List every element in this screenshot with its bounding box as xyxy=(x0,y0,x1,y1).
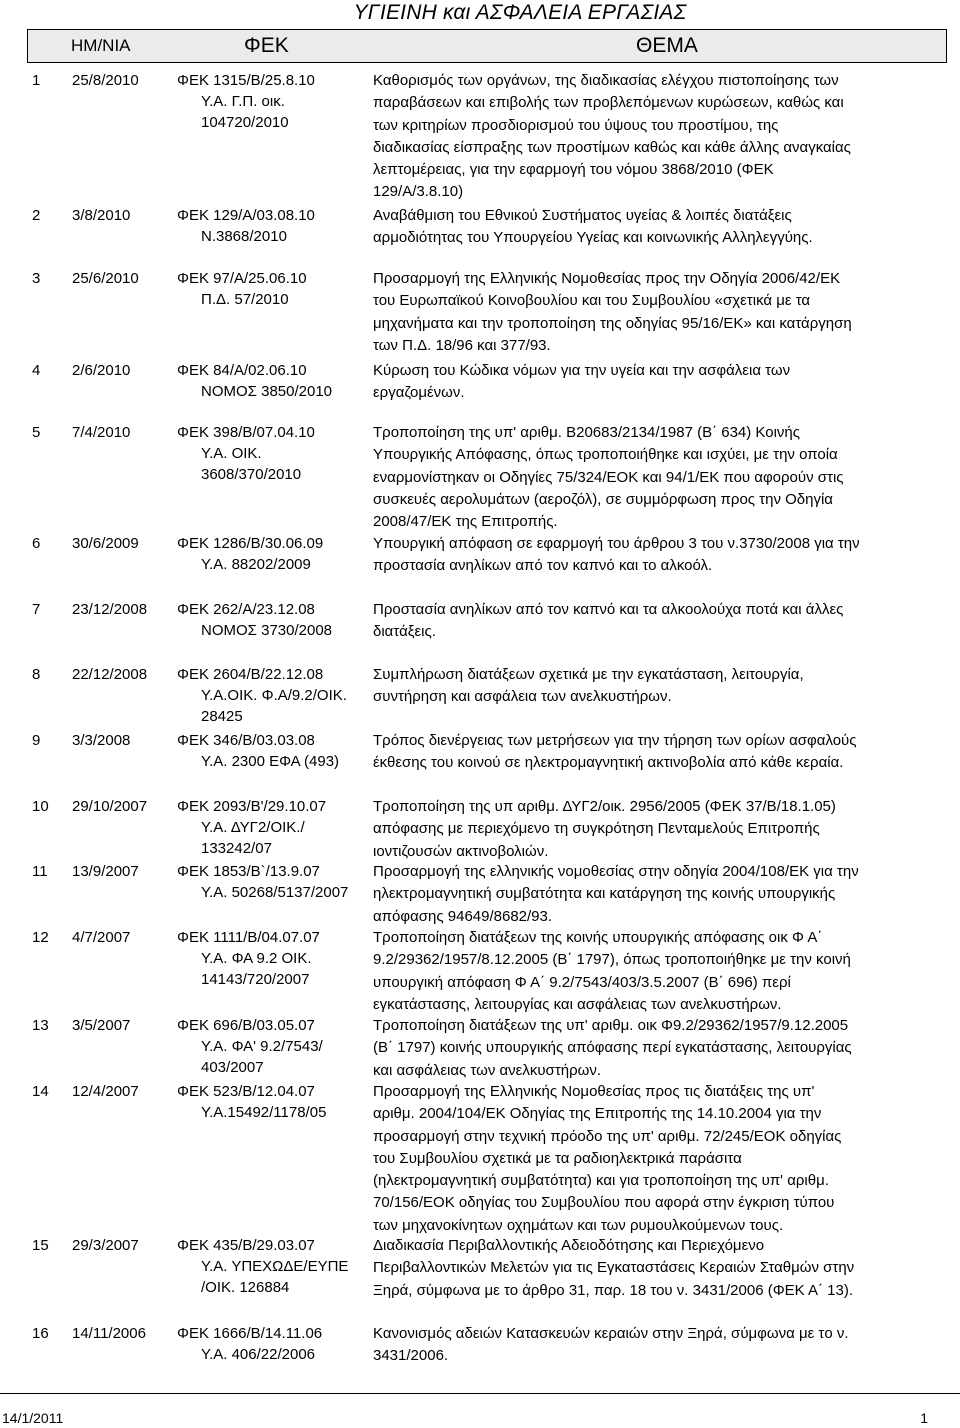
fek-line: 3608/370/2010 xyxy=(201,466,302,483)
fek-line: Π.Δ. 57/2010 xyxy=(201,291,289,308)
fek-line: Υ.Α.15492/1178/05 xyxy=(201,1104,327,1121)
row-number: 5 xyxy=(32,424,41,441)
fek-line: Υ.Α. ΟΙΚ. xyxy=(201,445,262,462)
topic-line: του Συμβουλίου σχετικά με τα ραδιοηλεκτρικά παράσιτα xyxy=(373,1149,742,1167)
topic-line: έκθεσης του κοινού σε ηλεκτρομαγνητική ακτινοβολία από κάθε κεραία. xyxy=(373,754,844,772)
row-number: 2 xyxy=(32,207,41,224)
row-topic xyxy=(373,268,951,357)
fek-line: ΝΟΜΟΣ 3850/2010 xyxy=(201,383,333,400)
row-fek xyxy=(177,422,377,485)
row-date: 29/3/2007 xyxy=(72,1237,139,1254)
row-date: 25/8/2010 xyxy=(72,72,139,89)
fek-line: ΦΕΚ 1315/Β/25.8.10 xyxy=(177,72,315,89)
topic-line: (ηλεκτρομαγνητική συμβατότητα) και για τροποποίηση της υπ' αριθμ. xyxy=(373,1172,829,1190)
fek-line: Υ.Α.ΟΙΚ. Φ.Α/9.2/ΟΙΚ. xyxy=(201,687,347,704)
fek-line: Υ.Α. Γ.Π. οικ. xyxy=(201,93,285,110)
row-date: 25/6/2010 xyxy=(72,270,139,287)
row-number: 13 xyxy=(32,1017,49,1034)
fek-line: Υ.Α. ΔΥΓ2/ΟΙΚ./ xyxy=(201,819,305,836)
fek-line: 133242/07 xyxy=(201,840,272,857)
row-fek xyxy=(177,533,377,575)
column-header-fek: ΦΕΚ xyxy=(244,34,289,57)
row-topic xyxy=(373,1235,951,1302)
row-fek xyxy=(177,205,377,247)
topic-line: εναρμονίστηκαν οι Οδηγίες 75/324/ΕΟΚ και 94/1/ΕΚ που αφορούν στις xyxy=(373,468,844,486)
topic-line: διατάξεις. xyxy=(373,623,436,641)
row-fek xyxy=(177,1235,377,1298)
row-topic xyxy=(373,1323,951,1368)
row-number: 8 xyxy=(32,666,41,683)
fek-line: ΦΕΚ 1111/Β/04.07.07 xyxy=(177,929,320,946)
topic-line: του Ευρωπαϊκού Κοινοβουλίου και του Συμβουλίου «σχετικά με τα xyxy=(373,292,811,310)
row-number: 10 xyxy=(32,798,49,815)
topic-line: Τροποποίηση διατάξεων της υπ' αριθμ. οικ Φ9.2/29362/1957/9.12.2005 xyxy=(373,1017,849,1034)
topic-line: εργαζομένων. xyxy=(373,384,465,402)
document-title: ΥΓΙΕΙΝΗ και ΑΣΦΑΛΕΙΑ ΕΡΓΑΣΙΑΣ xyxy=(353,1,687,24)
row-topic xyxy=(373,70,951,204)
topic-line: Τροποποίηση της υπ αριθμ. ΔΥΓ2/οικ. 2956/2005 (ΦΕΚ 37/Β/18.1.05) xyxy=(373,798,836,815)
row-topic xyxy=(373,796,951,863)
fek-line: ΦΕΚ 262/Α/23.12.08 xyxy=(177,601,315,618)
fek-line: 28425 xyxy=(201,708,243,725)
fek-line: ΝΟΜΟΣ 3730/2008 xyxy=(201,622,333,639)
topic-line: Καθορισμός των οργάνων, της διαδικασίας ελέγχου πιστοποίησης των xyxy=(373,72,839,89)
fek-line: ΦΕΚ 523/Β/12.04.07 xyxy=(177,1083,315,1100)
row-number: 4 xyxy=(32,362,41,379)
topic-line: Αναβάθμιση του Εθνικού Συστήματος υγείας & λοιπές διατάξεις xyxy=(373,207,792,224)
row-topic xyxy=(373,533,951,578)
topic-line: Κανονισμός αδειών Κατασκευών κεραιών στην Ξηρά, σύμφωνα με τo ν. xyxy=(373,1325,849,1342)
row-topic xyxy=(373,861,951,928)
topic-line: αριθμ. 2004/104/ΕΚ Οδηγίας της Επιτροπής της 14.10.2004 για την xyxy=(373,1105,822,1123)
topic-line: προστασία ανηλίκων από τον καπνό και το αλκοόλ. xyxy=(373,557,713,575)
topic-line: και ασφάλειας των ανελκυστήρων. xyxy=(373,1061,601,1079)
topic-line: των μηχανοκίνητων οχημάτων και των ρυμουλκούμενων τους. xyxy=(373,1216,784,1234)
row-topic xyxy=(373,1081,951,1237)
fek-line: ΦΕΚ 1666/Β/14.11.06 xyxy=(177,1325,323,1342)
row-date: 2/6/2010 xyxy=(72,362,131,379)
column-header-topic: ΘΕΜΑ xyxy=(636,34,698,57)
row-date: 23/12/2008 xyxy=(72,601,148,618)
row-fek xyxy=(177,599,377,641)
fek-line: Υ.Α. 2300 ΕΦΑ (493) xyxy=(201,753,340,770)
row-date: 4/7/2007 xyxy=(72,929,131,946)
topic-line: απόφασης 94649/8682/93. xyxy=(373,907,553,925)
column-header-date: ΗΜ/ΝΙΑ xyxy=(71,36,131,55)
topic-line: διαδικασίας είσπραξης των προστίμων καθώς και κάθε άλλης αναγκαίας xyxy=(373,138,851,156)
row-topic xyxy=(373,927,951,1016)
fek-line: /ΟΙΚ. 126884 xyxy=(201,1279,290,1296)
fek-line: 403/2007 xyxy=(201,1059,264,1076)
topic-line: Διαδικασία Περιβαλλοντικής Αδειοδότησης και Περιεχόμενο xyxy=(373,1237,765,1254)
fek-line: Υ.Α. 50268/5137/2007 xyxy=(201,884,349,901)
row-number: 16 xyxy=(32,1325,49,1342)
topic-line: Προσαρμογή της Ελληνικής Νομοθεσίας προς τις διατάξεις της υπ' xyxy=(373,1083,815,1100)
row-number: 14 xyxy=(32,1083,49,1100)
topic-line: απόφασης με περιεχόμενο τη συγκρότηση Πενταμελούς Επιτροπής xyxy=(373,820,820,838)
topic-line: 70/156/ΕΟΚ οδηγίας του Συμβουλίου που αφορά στην έγκριση τύπου xyxy=(373,1194,835,1212)
row-date: 13/9/2007 xyxy=(72,863,139,880)
row-topic xyxy=(373,360,951,405)
fek-line: ΦΕΚ 2604/Β/22.12.08 xyxy=(177,666,324,683)
row-number: 1 xyxy=(32,72,41,89)
fek-line: ΦΕΚ 696/Β/03.05.07 xyxy=(177,1017,315,1034)
topic-line: ηλεκτρομαγνητική συμβατότητα και κατάργηση της κοινής υπουργικής xyxy=(373,885,836,903)
topic-line: ιοντιζουσών ακτινοβολιών. xyxy=(373,842,549,860)
topic-line: Προσαρμογή της ελληνικής νομοθεσίας στην οδηγία 2004/108/ΕΚ για την xyxy=(373,863,859,880)
row-date: 3/5/2007 xyxy=(72,1017,131,1034)
topic-line: Περιβαλλοντικών Μελετών για τις Εγκαταστάσεις Κεραιών Σταθμών στην xyxy=(373,1259,855,1277)
topic-line: Υπουργικής Απόφασης, όπως τροποποιήθηκε και ισχύει, με την οποία xyxy=(373,446,838,464)
topic-line: 2008/47/ΕΚ της Επιτροπής. xyxy=(373,513,558,531)
topic-line: Ξηρά, σύμφωνα με το άρθρο 31, παρ. 18 του ν. 3431/2006 (ΦΕΚ Α΄ 13). xyxy=(373,1281,854,1299)
row-number: 12 xyxy=(32,929,49,946)
row-date: 12/4/2007 xyxy=(72,1083,139,1100)
row-fek xyxy=(177,796,377,859)
row-topic xyxy=(373,1015,951,1082)
row-number: 15 xyxy=(32,1237,49,1254)
row-fek xyxy=(177,1323,377,1365)
topic-line: Τρόπος διενέργειας των μετρήσεων για την τήρηση των ορίων ασφαλούς xyxy=(373,732,857,749)
footer-date: 14/1/2011 xyxy=(2,1410,64,1426)
row-fek xyxy=(177,730,377,772)
fek-line: ΦΕΚ 398/Β/07.04.10 xyxy=(177,424,315,441)
topic-line: (Β΄ 1797) κοινής υπουργικής απόφασης περί εγκατάστασης, λειτουργίας xyxy=(373,1039,852,1057)
row-topic xyxy=(373,422,951,533)
row-fek xyxy=(177,664,377,727)
topic-line: Προσαρμογή της Ελληνικής Νομοθεσίας προς την Οδηγία 2006/42/ΕΚ xyxy=(373,270,841,287)
row-date: 30/6/2009 xyxy=(72,535,139,552)
topic-line: των κριτηρίων προσδιορισμού του ύψους του προστίμου, της xyxy=(373,116,779,134)
topic-line: Τροποποίηση της υπ' αριθμ. Β20683/2134/1987 (Β΄ 634) Κοινής xyxy=(373,424,800,441)
fek-line: ΦΕΚ 97/Α/25.06.10 xyxy=(177,270,307,287)
topic-line: λεπτομέρειας, για την εφαρμογή του νόμου 3868/2010 (ΦΕΚ xyxy=(373,161,774,179)
row-date: 29/10/2007 xyxy=(72,798,148,815)
row-date: 7/4/2010 xyxy=(72,424,131,441)
topic-line: Τροποποίηση διατάξεων της κοινής υπουργικής απόφασης οικ Φ Α΄ xyxy=(373,929,823,946)
topic-line: παραβάσεων και επιβολής των προβλεπόμενων κυρώσεων, καθώς και xyxy=(373,94,844,112)
topic-line: συσκευές αερολυμάτων (αεροζόλ), σε συμμόρφωση προς την Οδηγία xyxy=(373,490,833,508)
row-fek xyxy=(177,1015,377,1078)
row-topic xyxy=(373,730,951,775)
fek-line: ΦΕΚ 129/Α/03.08.10 xyxy=(177,207,315,224)
row-topic xyxy=(373,664,951,709)
fek-line: Υ.Α. 88202/2009 xyxy=(201,556,311,573)
fek-line: ΦΕΚ 1286/Β/30.06.09 xyxy=(177,535,324,552)
row-number: 3 xyxy=(32,270,41,287)
row-topic xyxy=(373,205,951,250)
topic-line: εγκατάστασης, λειτουργίας και ασφάλειας των ανελκυστήρων. xyxy=(373,995,782,1013)
fek-line: ΦΕΚ 435/Β/29.03.07 xyxy=(177,1237,315,1254)
fek-line: 104720/2010 xyxy=(201,114,289,131)
row-number: 11 xyxy=(32,863,48,880)
topic-line: Υπουργική απόφαση σε εφαρμογή του άρθρου 3 του ν.3730/2008 για την xyxy=(373,535,860,552)
row-fek xyxy=(177,861,377,903)
topic-line: των Π.Δ. 18/96 και 377/93. xyxy=(373,336,551,354)
fek-line: Ν.3868/2010 xyxy=(201,228,287,245)
topic-line: υπουργική απόφαση Φ Α΄ 9.2/7543/403/3.5.2007 (Β΄ 696) περί xyxy=(373,973,791,991)
row-date: 14/11/2006 xyxy=(72,1325,146,1342)
topic-line: 129/Α/3.8.10) xyxy=(373,183,464,201)
topic-line: προσαρμογή στην τεχνική πρόοδο της υπ' αριθμ. 72/245/ΕΟΚ οδηγίας xyxy=(373,1127,842,1145)
fek-line: Υ.Α. 406/22/2006 xyxy=(201,1346,316,1363)
topic-line: 3431/2006. xyxy=(373,1347,449,1365)
topic-line: αρμοδιότητας του Υπουργείου Υγείας και κοινωνικής Αλληλεγγύης. xyxy=(373,229,813,247)
row-number: 6 xyxy=(32,535,41,552)
footer-divider xyxy=(0,1393,960,1394)
row-number: 7 xyxy=(32,601,41,618)
table-header xyxy=(27,29,947,63)
fek-line: ΦΕΚ 1853/Β`/13.9.07 xyxy=(177,863,320,880)
row-topic xyxy=(373,599,951,644)
row-fek xyxy=(177,70,377,133)
topic-line: 9.2/29362/1957/8.12.2005 (Β΄ 1797), όπως τροποποιήθηκε με την κοινή xyxy=(373,951,851,969)
row-date: 22/12/2008 xyxy=(72,666,148,683)
fek-line: Υ.Α. ΥΠΕΧΩΔΕ/ΕΥΠΕ xyxy=(201,1258,349,1275)
fek-line: 14143/720/2007 xyxy=(201,971,310,988)
fek-line: Υ.Α. ΦΑ 9.2 ΟΙΚ. xyxy=(201,950,312,967)
row-fek xyxy=(177,927,377,990)
fek-line: ΦΕΚ 2093/Β'/29.10.07 xyxy=(177,798,327,815)
row-date: 3/8/2010 xyxy=(72,207,131,224)
topic-line: Προστασία ανηλίκων από τον καπνό και τα αλκοολούχα ποτά και άλλες xyxy=(373,601,844,618)
fek-line: ΦΕΚ 84/Α/02.06.10 xyxy=(177,362,307,379)
topic-line: μηχανήματα και την τροποποίηση της οδηγίας 95/16/ΕΚ» και κατάργηση xyxy=(373,314,852,332)
topic-line: Συμπλήρωση διατάξεων σχετικά με την εγκατάσταση, λειτουργία, xyxy=(373,666,804,683)
row-fek xyxy=(177,268,377,310)
fek-line: ΦΕΚ 346/Β/03.03.08 xyxy=(177,732,315,749)
footer-page-number: 1 xyxy=(920,1410,928,1426)
row-date: 3/3/2008 xyxy=(72,732,131,749)
topic-line: συντήρηση και ασφάλεια των ανελκυστήρων. xyxy=(373,688,672,706)
row-fek xyxy=(177,1081,377,1123)
row-number: 9 xyxy=(32,732,41,749)
topic-line: Κύρωση του Κώδικα νόμων για την υγεία και την ασφάλεια των xyxy=(373,362,791,379)
fek-line: Υ.Α. ΦΑ' 9.2/7543/ xyxy=(201,1038,323,1055)
row-fek xyxy=(177,360,377,402)
